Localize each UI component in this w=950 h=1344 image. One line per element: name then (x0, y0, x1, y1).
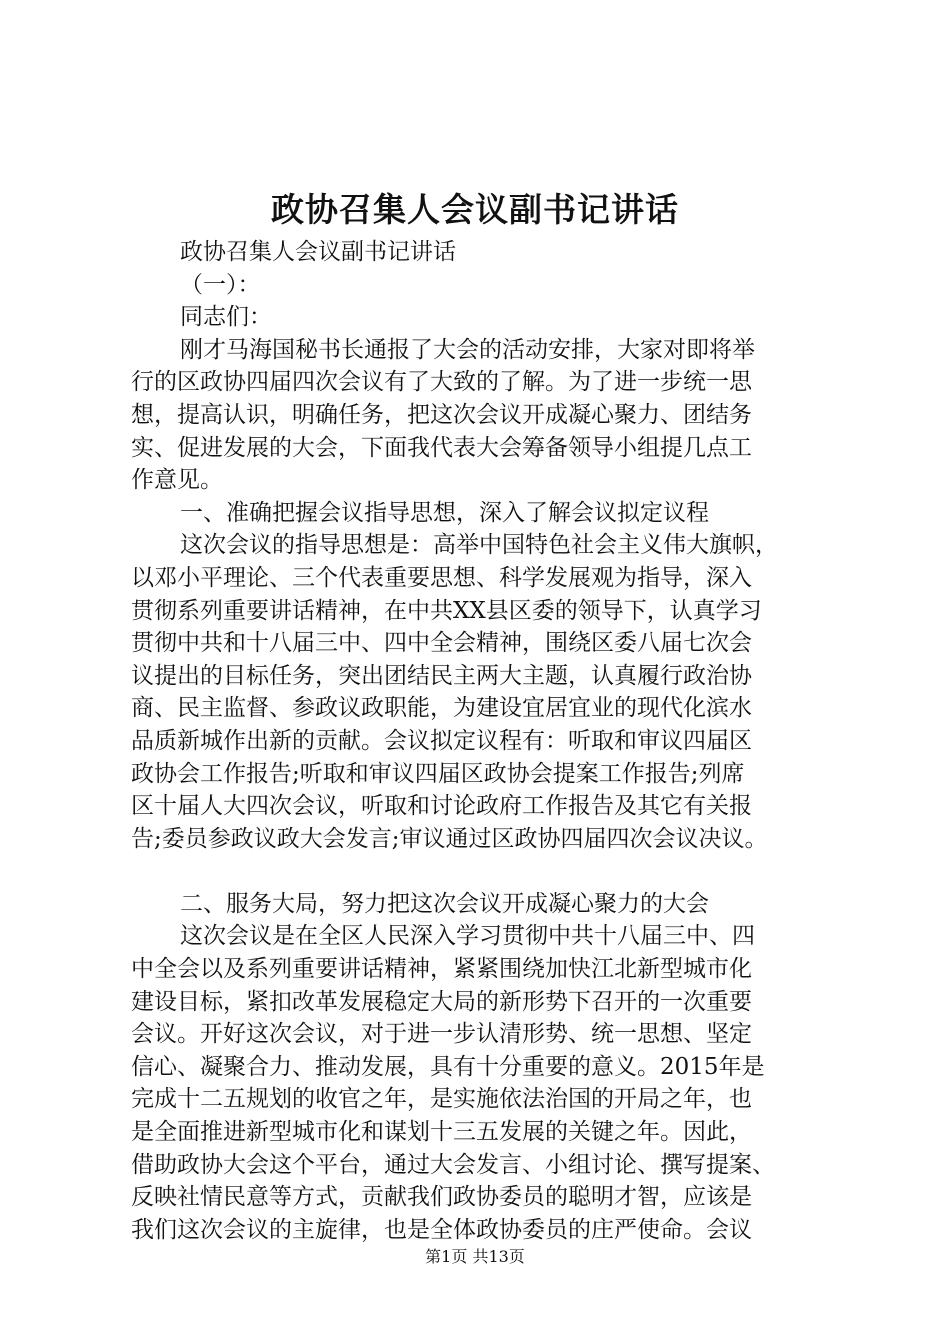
paragraph-line: 我们这次会议的主旋律，也是全体政协委员的庄严使命。会议 (131, 1216, 752, 1243)
paragraph-line: 反映社情民意等方式，贡献我们政协委员的聪明才智，应该是 (131, 1184, 752, 1211)
section-heading: 一、准确把握会议指导思想，深入了解会议拟定议程 (180, 499, 709, 526)
subtitle-line: 政协召集人会议副书记讲话 (180, 239, 456, 265)
paragraph-line: 完成十二五规划的收官之年，是实施依法治国的开局之年，也 (131, 1086, 752, 1113)
page-number: 第1页 共13页 (425, 1247, 525, 1266)
paragraph-line: 这次会议是在全区人民深入学习贯彻中共十八届三中、四 (180, 923, 755, 950)
paragraph-line: 区十届人大四次会议，听取和讨论政府工作报告及其它有关报 (131, 793, 752, 820)
paragraph-line: 实、促进发展的大会，下面我代表大会筹备领导小组提几点工 (131, 434, 752, 461)
section-marker: （一）： (180, 271, 261, 298)
document-body (131, 236, 831, 1246)
salutation: 同志们： (180, 304, 272, 331)
paragraph-line: 商、民主监督、参政议政职能，为建设宜居宜业的现代化滨水 (131, 695, 752, 722)
paragraph-line: 作意见。 (131, 467, 223, 494)
paragraph-line: 借助政协大会这个平台，通过大会发言、小组讨论、撰写提案、 (131, 1151, 775, 1178)
paragraph-line: 想，提高认识，明确任务，把这次会议开成凝心聚力、团结务 (131, 401, 752, 428)
paragraph-line: 政协会工作报告;听取和审议四届区政协会提案工作报告;列席 (131, 760, 745, 787)
document-title: 政协召集人会议副书记讲话 (271, 190, 679, 229)
page-footer (0, 1244, 950, 1267)
blank-line (131, 855, 831, 888)
paragraph-line: 品质新城作出新的贡献。会议拟定议程有：听取和审议四届区 (131, 727, 752, 754)
paragraph-line: 会议。开好这次会议，对于进一步认清形势、统一思想、坚定 (131, 1021, 752, 1048)
paragraph-line: 行的区政协四届四次会议有了大致的了解。为了进一步统一思 (131, 369, 752, 396)
paragraph-line: 刚才马海国秘书长通报了大会的活动安排，大家对即将举 (180, 336, 755, 363)
paragraph-line: 贯彻系列重要讲话精神，在中共XX县区委的领导下，认真学习 (131, 597, 762, 624)
paragraph-line: 告;委员参政议政大会发言;审议通过区政协四届四次会议决议。 (131, 825, 768, 852)
paragraph-line: 信心、凝聚合力、推动发展，具有十分重要的意义。2015年是 (131, 1053, 765, 1080)
paragraph-line: 建设目标，紧扣改革发展稳定大局的新形势下召开的一次重要 (131, 988, 752, 1015)
paragraph-line: 议提出的目标任务，突出团结民主两大主题，认真履行政治协 (131, 662, 752, 689)
paragraph-line: 中全会以及系列重要讲话精神，紧紧围绕加快江北新型城市化 (131, 956, 752, 983)
section-heading: 二、服务大局，努力把这次会议开成凝心聚力的大会 (180, 890, 709, 917)
paragraph-line: 贯彻中共和十八届三中、四中全会精神，围绕区委八届七次会 (131, 630, 752, 657)
paragraph-line: 是全面推进新型城市化和谋划十三五发展的关键之年。因此， (131, 1119, 752, 1146)
paragraph-line: 这次会议的指导思想是：高举中国特色社会主义伟大旗帜， (180, 532, 778, 559)
paragraph-line: 以邓小平理论、三个代表重要思想、科学发展观为指导，深入 (131, 564, 752, 591)
